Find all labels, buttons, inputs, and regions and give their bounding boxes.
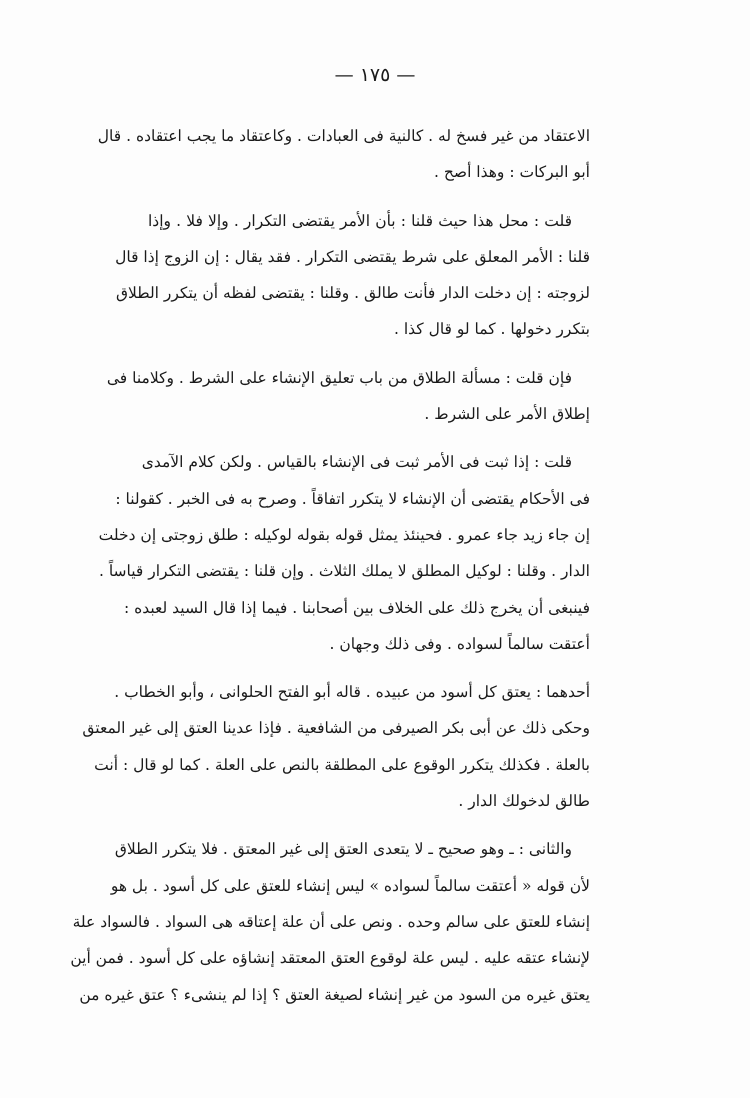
page-number: — ١٧٥ —	[334, 64, 416, 86]
text-line: لأن قوله « أعتقت سالماً لسواده » ليس إنشاء للعتق على كل أسود . بل هو	[110, 876, 590, 895]
text-line: يعتق غيره من السود من غير إنشاء لصيغة العتق ؟ إذا لم ينشىء ؟ عتق غيره من	[79, 985, 590, 1004]
paragraph-4	[98, 444, 590, 662]
text-line: إن جاء زيد جاء عمرو . فحينئذ يمثل قوله بقوله لوكيله : طلق زوجتى إن دخلت	[98, 525, 590, 544]
text-line: أبو البركات : وهذا أصح .	[434, 163, 590, 182]
paragraph-6	[70, 831, 590, 1012]
text-line: فى الأحكام يقتضى أن الإنشاء لا يتكرر اتفاقاً . وصرح به فى الخبر . كقولنا :	[115, 489, 590, 508]
text-line: قلت : محل هذا حيث قلنا : بأن الأمر يقتضى التكرار . وإلا فلا . وإذا	[148, 211, 572, 230]
text-line: بتكرر دخولها . كما لو قال كذا .	[393, 320, 590, 339]
paragraph-3	[106, 360, 590, 433]
paragraph-1	[97, 118, 590, 191]
text-line: فينبغى أن يخرج ذلك على الخلاف بين أصحابنا . فيما إذا قال السيد لعبده :	[123, 598, 590, 617]
text-line: وحكى ذلك عن أبى بكر الصيرفى من الشافعية . فإذا عدينا العتق إلى غير المعتق	[82, 719, 590, 738]
text-line: بالعلة . فكذلك يتكرر الوقوع على المطلقة بالنص على العلة . كما لو قال : أنت	[94, 755, 590, 774]
paragraph-2	[115, 203, 590, 348]
text-line: الدار . وقلنا : لوكيل المطلق لا يملك الثلاث . وإن قلنا : يقتضى التكرار قياساً .	[98, 562, 590, 581]
text-line: أحدهما : يعتق كل أسود من عبيده . قاله أبو الفتح الحلوانى ، وأبو الخطاب .	[114, 683, 590, 702]
text-line: الاعتقاد من غير فسخ له . كالنية فى العبادات . وكاعتقاد ما يجب اعتقاده . قال	[97, 127, 590, 145]
body-text	[70, 118, 590, 1025]
text-line: قلت : إذا ثبت فى الأمر ثبت فى الإنشاء بالقياس . ولكن كلام الآمدى	[141, 453, 572, 472]
text-line: قلنا : الأمر المعلق على شرط يقتضى التكرار . فقد يقال : إن الزوج إذا قال	[115, 247, 590, 266]
text-line: لزوجته : إن دخلت الدار فأنت طالق . وقلنا : يقتضى لفظه أن يتكرر الطلاق	[115, 284, 590, 303]
text-line: لإنشاء عتقه عليه . ليس علة لوقوع العتق المعتقد إنشاؤه على كل أسود . فمن أين	[70, 949, 590, 968]
text-line: إنشاء للعتق على سالم وحده . ونص على أن علة إعتاقه هى السواد . فالسواد علة	[72, 912, 590, 931]
paragraph-5	[82, 674, 590, 819]
text-line: أعتقت سالماً لسواده . وفى ذلك وجهان .	[329, 634, 590, 653]
text-line: طالق لدخولك الدار .	[458, 792, 590, 811]
text-line: فإن قلت : مسألة الطلاق من باب تعليق الإنشاء على الشرط . وكلامنا فى	[106, 368, 572, 387]
text-line: إطلاق الأمر على الشرط .	[424, 405, 590, 424]
text-line: والثانى : ـ وهو صحيح ـ لا يتعدى العتق إلى غير المعتق . فلا يتكرر الطلاق	[114, 840, 572, 859]
